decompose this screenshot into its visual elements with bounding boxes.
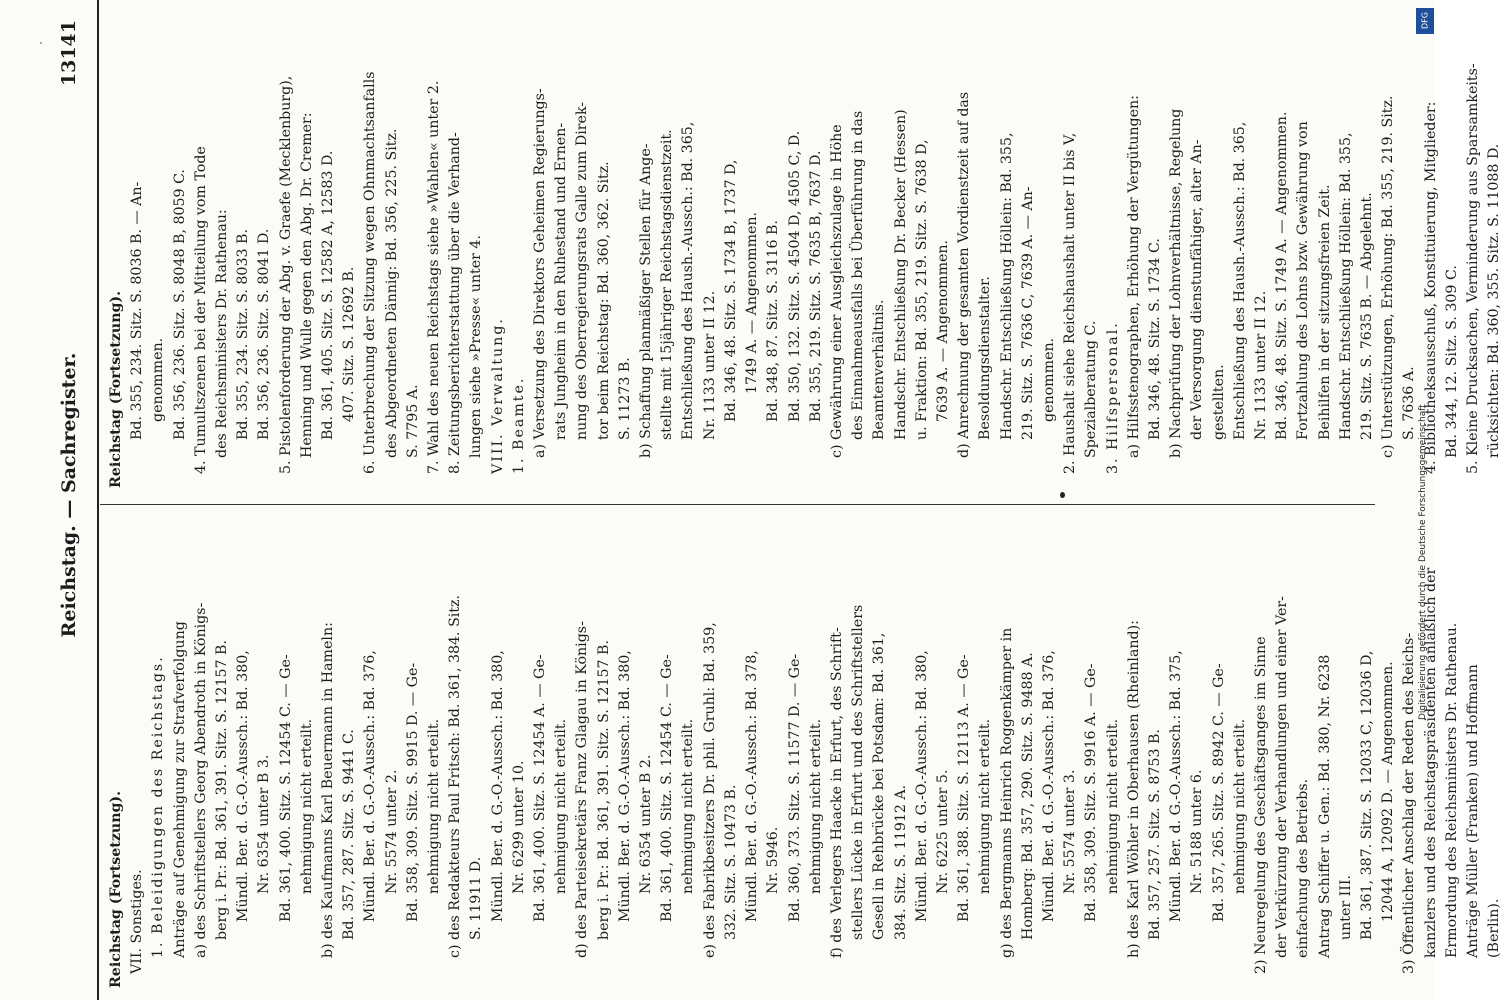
register-line: e) des Fabrikbesitzers Dr. phil. Gruhl: Bd. 359, <box>701 622 718 958</box>
register-line: berg i. Pr.: Bd. 361, 391. Sitz. S. 12157 B. <box>595 640 612 940</box>
register-line: 5. Kleine Drucksachen, Verminderung aus Sparsamkeits- <box>1465 63 1481 474</box>
page-number: 13141 <box>58 20 80 87</box>
running-head: Reichstag. — Sachregister. <box>58 352 80 638</box>
register-line: 1749 A. — Angenommen. <box>744 211 761 394</box>
register-line: nehmigung nicht erteilt. <box>680 718 697 894</box>
register-line: Bd. 346, 48. Sitz. S. 1749 A. — Angenommen. <box>1274 111 1291 440</box>
register-line: lungen siehe »Presse« unter 4. <box>468 235 485 458</box>
register-line: Besoldungsdienstalter. <box>977 276 994 440</box>
register-line: 1. Beleidigungen des Reichstags. <box>150 655 167 958</box>
register-line: des Abgeordneten Dännig: Bd. 356, 225. Sitz. <box>383 128 400 458</box>
register-line: Bd. 356, 236. Sitz. S. 8041 D. <box>256 228 273 440</box>
register-line: Bd. 358, 309. Sitz. S. 9915 D. — Ge- <box>404 662 421 922</box>
left-column <box>106 518 1505 988</box>
register-line: Mündl. Ber. d. G.-O.-Aussch.: Bd. 380, <box>235 650 252 922</box>
register-line: S. 7636 A. <box>1401 366 1418 440</box>
register-line: Nr. 5946. <box>765 826 782 894</box>
register-line: des Reichsministers Dr. Rathenau: <box>214 209 231 458</box>
register-line: Bd. 361, 388. Sitz. S. 12113 A. — Ge- <box>956 654 973 922</box>
register-line: Homberg: Bd. 357, 290. Sitz. S. 9488 A. <box>1019 652 1036 940</box>
register-line: Bd. 357, 257. Sitz. S. 8753 B. <box>1146 729 1163 940</box>
register-line: c) Gewährung einer Ausgleichszulage in Höhe <box>828 124 845 458</box>
register-line: 4. Tumultszenen bei der Mitteilung vom Tode <box>192 146 209 474</box>
register-line: der Verkürzung der Verhandlungen und einer Ver- <box>1274 596 1291 958</box>
register-line: b) Schaffung planmäßiger Stellen für Ange- <box>638 143 655 458</box>
register-line: 4. Bibliotheksausschuß, Konstituierung, Mitglieder: <box>1422 101 1439 474</box>
register-line: einfachung des Betriebs. <box>1295 778 1312 958</box>
register-line: Bd. 358, 309. Sitz. S. 9916 A. — Ge- <box>1083 663 1100 922</box>
register-line: 12044 A, 12092 D. — Angenommen. <box>1380 661 1397 922</box>
register-line: 6. Unterbrechung der Sitzung wegen Ohnmachtsanfalls <box>362 71 379 474</box>
right-column <box>106 18 1505 488</box>
register-line: a) Versetzung des Direktors Geheimen Regierungs- <box>532 88 549 458</box>
register-line: 2) Neuregelung des Geschäftsganges im Sinne <box>1252 636 1269 974</box>
register-line: Beihilfen in der sitzungsfreien Zeit. <box>1316 184 1333 440</box>
register-line: 3) Öffentlicher Anschlag der Reden des Reichs- <box>1401 632 1418 974</box>
register-line: Bd. 361, 405. Sitz. S. 12582 A, 12583 D. <box>320 150 337 440</box>
register-line: a) des Schriftstellers Georg Abendroth in Königs- <box>192 602 209 958</box>
register-line: Bd. 361, 400. Sitz. S. 12454 A. — Ge- <box>532 654 549 922</box>
dust-speck <box>40 42 42 44</box>
register-line: d) des Parteisekretärs Franz Glagau in Königs- <box>574 621 591 958</box>
register-line: nehmigung nicht erteilt. <box>298 718 315 894</box>
column-divider <box>100 504 1375 505</box>
register-line: genommen. <box>150 337 167 422</box>
register-line: Nr. 6225 unter 5. <box>934 769 951 894</box>
register-line: nehmigung nicht erteilt. <box>977 718 994 894</box>
register-line: Handschr. Entschließung Höllein: Bd. 355, <box>998 132 1015 440</box>
register-line: nehmigung nicht erteilt. <box>807 718 824 894</box>
register-line: Ermordung des Reichsministers Dr. Rathenau. <box>1443 622 1460 958</box>
register-line: (Berlin). <box>1486 898 1503 958</box>
register-line: des Einnahmeausfalls bei Überführung in das <box>850 110 867 440</box>
register-line: der Versorgung dienstunfähiger, alter An- <box>1189 139 1206 440</box>
register-line: Gesell in Rehbrücke bei Potsdam: Bd. 361, <box>871 632 888 940</box>
register-line: 332. Sitz. S. 10473 B. <box>722 784 739 940</box>
register-line: Antrag Schiffer u. Gen.: Bd. 380, Nr. 6238 <box>1316 654 1333 958</box>
register-line: Bd. 346, 48. Sitz. S. 1734 B, 1737 D, <box>722 159 739 422</box>
register-line: u. Fraktion: Bd. 355, 219. Sitz. S. 7638 D, <box>913 139 930 440</box>
register-line: stellte mit 15jähriger Reichstagsdienstzeit. <box>659 129 676 440</box>
register-line: rats Jungheim in den Ruhestand und Ernen- <box>553 122 570 440</box>
register-line: 219. Sitz. S. 7636 C, 7639 A. — An- <box>1019 186 1036 440</box>
register-line: 8. Zeitungsberichterstattung über die Verhand- <box>447 132 464 474</box>
register-line: 7639 A. — Angenommen. <box>934 239 951 422</box>
register-line: S. 11911 D. <box>468 856 485 940</box>
register-line: Mündl. Ber. d. G.-O.-Aussch.: Bd. 380, <box>913 650 930 922</box>
register-line: Handschr. Entschließung Dr. Becker (Hessen) <box>892 109 909 440</box>
ink-speck <box>1060 492 1065 498</box>
register-line: Mündl. Ber. d. G.-O.-Aussch.: Bd. 375, <box>1168 650 1185 922</box>
register-line: Bd. 361, 400. Sitz. S. 12454 C. — Ge- <box>277 654 294 922</box>
register-line: Nr. 5574 unter 2. <box>383 769 400 894</box>
register-line: nung des Oberregierungsrats Galle zum Direk- <box>574 101 591 440</box>
register-line: a) Hilfsstenographen, Erhöhung der Vergütungen: <box>1125 95 1142 458</box>
register-line: VII. Sonstiges. <box>129 869 146 974</box>
register-line: Bd. 355, 234. Sitz. S. 8033 B. <box>235 229 252 440</box>
register-line: S. 11273 B. <box>616 357 633 440</box>
register-line: genommen. <box>1040 337 1057 422</box>
header-rule <box>97 0 99 1000</box>
register-line: Henning und Wulle gegen den Abg. Dr. Cremer: <box>298 112 315 458</box>
register-line: 407. Sitz. S. 12692 B. <box>341 266 358 422</box>
register-line: b) des Kaufmanns Karl Beuermann in Hameln: <box>320 622 337 958</box>
register-line: 7. Wahl des neuen Reichstags siehe »Wahlen« unter 2. <box>426 80 443 474</box>
register-line: 5. Pistolenforderung der Abg. v. Graefe (Mecklenburg), <box>277 75 294 474</box>
register-line: Nr. 6354 unter B 2. <box>638 754 655 894</box>
register-line: 384. Sitz. S. 11912 A. <box>892 784 909 940</box>
register-line: Anträge Müller (Franken) und Hoffmann <box>1465 664 1481 958</box>
register-line: Reichstag (Fortsetzung). <box>108 290 124 488</box>
register-line: c) des Redakteurs Paul Fritsch: Bd. 361, 384. Sitz. <box>447 594 464 958</box>
register-line: Bd. 344, 12. Sitz. S. 309 C. <box>1443 265 1460 458</box>
register-line: Nr. 6354 unter B 3. <box>256 754 273 894</box>
register-line: Nr. 1133 unter II 12. <box>701 290 718 440</box>
register-line: Mündl. Ber. d. G.-O.-Aussch.: Bd. 378, <box>744 650 761 922</box>
register-line: Mündl. Ber. d. G.-O.-Aussch.: Bd. 380, <box>616 650 633 922</box>
register-line: tor beim Reichstag: Bd. 360, 362. Sitz. <box>595 161 612 440</box>
register-line: Nr. 5574 unter 3. <box>1062 769 1079 894</box>
register-line: 3. Hilfspersonal. <box>1104 321 1121 474</box>
register-line: Bd. 346, 48. Sitz. S. 1734 C. <box>1146 238 1163 440</box>
register-line: Bd. 357, 287. Sitz. S. 9441 C. <box>341 729 358 940</box>
register-line: Entschließung des Haush.-Aussch.: Bd. 365, <box>680 121 697 440</box>
register-line: nehmigung nicht erteilt. <box>1104 718 1121 894</box>
register-line: Anträge auf Genehmigung zur Strafverfolgung <box>171 621 188 958</box>
register-line: g) des Bergmanns Heinrich Roggenkämper in <box>998 627 1015 958</box>
register-line: b) Nachprüfung der Lohnverhältnisse, Regelung <box>1168 108 1185 458</box>
register-line: kanzlers und des Reichstagspräsidenten anläßlich der <box>1422 567 1439 958</box>
register-line: stellers Lücke in Erfurt und des Schriftstellers <box>850 604 867 940</box>
digitization-credit: Digitalisierung gefördert durch die Deutsche Forschungsgemeinschaft <box>1418 404 1428 720</box>
register-line: Handschr. Entschließung Höllein: Bd. 355, <box>1337 132 1354 440</box>
register-line: nehmigung nicht erteilt. <box>1231 718 1248 894</box>
register-line: Bd. 350, 132. Sitz. S. 4504 D, 4505 C, D. <box>786 130 803 422</box>
register-line: 219. Sitz. S. 7635 B. — Abgelehnt. <box>1358 192 1375 440</box>
register-line: S. 7795 A. <box>404 384 421 458</box>
register-line: nehmigung nicht erteilt. <box>553 718 570 894</box>
register-line: 1. Beamte. <box>510 376 527 474</box>
register-line: unter III. <box>1337 875 1354 940</box>
register-line: berg i. Pr.: Bd. 361, 391. Sitz. S. 12157 B. <box>214 640 231 940</box>
register-line: Bd. 355, 219. Sitz. S. 7635 B, 7637 D. <box>807 150 824 422</box>
register-line: Fortzahlung des Lohns bzw. Gewährung von <box>1295 121 1312 440</box>
register-line: VIII. Verwaltung. <box>489 317 506 474</box>
register-line: Bd. 355, 234. Sitz. S. 8036 B. — An- <box>129 181 146 440</box>
register-line: Bd. 348, 87. Sitz. S. 3116 B. <box>765 220 782 422</box>
register-line: d) Anrechnung der gesamten Vordienstzeit auf das <box>956 91 973 458</box>
register-line: Beamtenverhältnis. <box>871 299 888 440</box>
register-line: Nr. 5188 unter 6. <box>1189 769 1206 894</box>
register-line: c) Unterstützungen, Erhöhung: Bd. 355, 219. Sitz. <box>1380 95 1397 458</box>
dfg-logo-icon: DFG <box>1416 8 1434 34</box>
register-line: Bd. 360, 373. Sitz. S. 11577 D. — Ge- <box>786 653 803 922</box>
register-line: Bd. 361, 400. Sitz. S. 12454 C. — Ge- <box>659 654 676 922</box>
register-line: Nr. 6299 unter 10. <box>510 760 527 894</box>
register-line: Bd. 361, 387. Sitz. S. 12033 C, 12036 D, <box>1358 650 1375 940</box>
register-line: Nr. 1133 unter II 12. <box>1252 290 1269 440</box>
register-line: f) des Verlegers Haacke in Erfurt, des Schrift- <box>828 627 845 958</box>
register-line: Mündl. Ber. d. G.-O.-Aussch.: Bd. 376, <box>1040 650 1057 922</box>
register-line: Entschließung des Haush.-Aussch.: Bd. 365, <box>1231 121 1248 440</box>
register-line: Mündl. Ber. d. G.-O.-Aussch.: Bd. 380, <box>489 650 506 922</box>
register-line: h) des Karl Wöhler in Oberhausen (Rheinland): <box>1125 620 1142 958</box>
register-line: Mündl. Ber. d. G.-O.-Aussch.: Bd. 376, <box>362 650 379 922</box>
register-line: nehmigung nicht erteilt. <box>426 718 443 894</box>
register-line: Bd. 357, 265. Sitz. S. 8942 C. — Ge- <box>1210 663 1227 922</box>
register-line: 2. Haushalt siehe Reichshaushalt unter II bis V, <box>1062 132 1079 474</box>
register-line: Bd. 356, 236. Sitz. S. 8048 B, 8059 C. <box>171 169 188 440</box>
register-line: rücksichten: Bd. 360, 355. Sitz. S. 11088 D. <box>1486 143 1503 458</box>
register-line: Reichstag (Fortsetzung). <box>108 790 124 988</box>
register-line: gestellten. <box>1210 364 1227 440</box>
register-line: Spezialberatung C. <box>1083 320 1100 458</box>
